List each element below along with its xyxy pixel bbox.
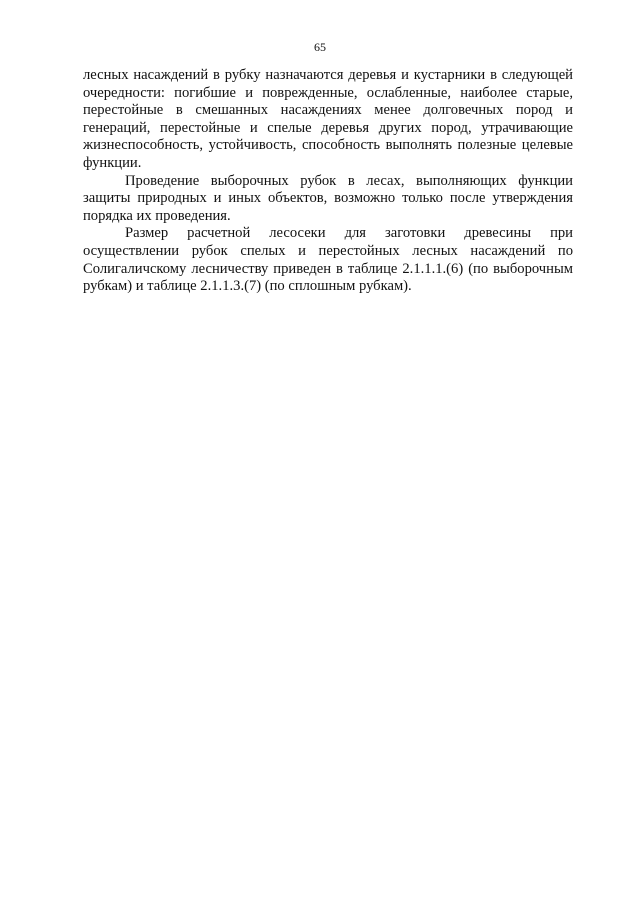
- paragraph-allowable-cut: Размер расчетной лесосеки для заготовки древесины при осуществлении рубок спелых и перестойных лесных насаждений по Солигаличскому лесничеству приведен в таблице 2.1.1.1.(6) (по выборочным рубкам) и таблице 2.1.1.3.(7) (по сплошным рубкам).: [83, 225, 573, 295]
- paragraph-continued: лесных насаждений в рубку назначаются деревья и кустарники в следующей очередности: погибшие и поврежденные, ослабленные, наиболее старые, перестойные в смешанных насаждениях менее долговечных пород и генераций, перестойные и спелые деревья других пород, утрачивающие жизнеспособность, устойчивость, способность выполнять полезные целевые функции.: [83, 67, 573, 171]
- page-number: 65: [314, 40, 326, 54]
- body-text: [83, 67, 573, 296]
- paragraph-selective-felling: Проведение выборочных рубок в лесах, выполняющих функции защиты природных и иных объектов, возможно только после утверждения порядка их проведения.: [83, 172, 573, 224]
